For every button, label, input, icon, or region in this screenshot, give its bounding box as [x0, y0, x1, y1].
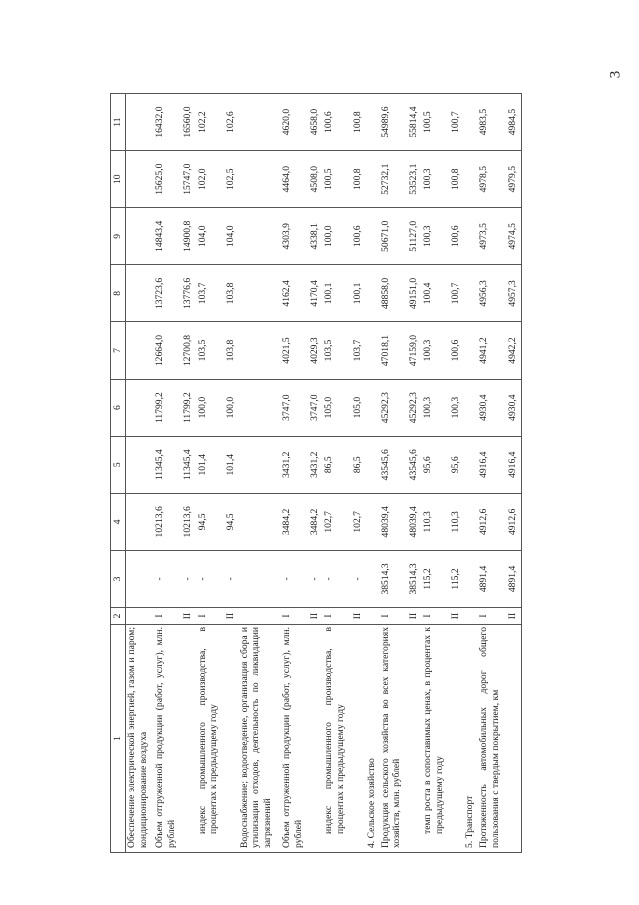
value-cell: -	[281, 550, 309, 607]
scenario-cell: I	[154, 608, 182, 625]
value-cell: 100,6	[352, 208, 366, 265]
value-cell: 100,3	[422, 208, 450, 265]
value-cell: 15625,0	[154, 151, 182, 208]
value-cell: 52732,1	[380, 151, 408, 208]
value-cell	[366, 379, 380, 436]
value-cell	[126, 265, 155, 322]
value-cell: 100,0	[323, 208, 351, 265]
value-cell: 15747,0	[182, 151, 196, 208]
value-cell: 3431,2	[281, 436, 309, 493]
value-cell: 11799,2	[154, 379, 182, 436]
value-cell: 100,1	[352, 265, 366, 322]
value-cell: 38514,3	[380, 550, 408, 607]
value-cell	[126, 436, 155, 493]
value-cell: 100,6	[450, 322, 464, 379]
row-label: Протяженность автомобильных дорог общего пользования с твердым покрытием, км	[478, 625, 506, 853]
column-header-7: 7	[111, 322, 126, 379]
value-cell: 4891,4	[478, 550, 506, 607]
value-cell: -	[309, 550, 323, 607]
value-cell: 4930,4	[478, 379, 506, 436]
value-cell: 13776,6	[182, 265, 196, 322]
table-row	[197, 94, 225, 853]
value-cell: 14900,8	[182, 208, 196, 265]
row-label: Водоснабжение; водоотведение, организация сбора и утилизации отходов, деятельность по ликвидации загрязнений	[239, 625, 281, 853]
value-cell: 100,3	[422, 379, 450, 436]
statistics-table	[110, 93, 522, 853]
column-header-2: 2	[111, 608, 126, 625]
value-cell: 54989,6	[380, 94, 408, 151]
scenario-cell: I	[478, 608, 506, 625]
table-row	[309, 94, 323, 853]
value-cell: 3747,0	[281, 379, 309, 436]
value-cell: 103,8	[225, 322, 239, 379]
value-cell: 115,2	[422, 550, 450, 607]
row-label	[352, 625, 366, 853]
table-row	[478, 94, 506, 853]
value-cell: 4464,0	[281, 151, 309, 208]
value-cell: 48039,4	[408, 493, 422, 550]
value-cell	[126, 208, 155, 265]
column-header-8: 8	[111, 265, 126, 322]
value-cell: 51127,0	[408, 208, 422, 265]
value-cell: 103,5	[197, 322, 225, 379]
row-label	[225, 625, 239, 853]
table-row	[182, 94, 196, 853]
value-cell: 4974,5	[507, 208, 522, 265]
value-cell: 86,5	[352, 436, 366, 493]
value-cell: 4658,0	[309, 94, 323, 151]
value-cell: -	[323, 550, 351, 607]
scenario-cell: II	[450, 608, 464, 625]
value-cell	[464, 94, 478, 151]
value-cell: 4029,3	[309, 322, 323, 379]
scenario-cell: I	[422, 608, 450, 625]
table-row	[380, 94, 408, 853]
value-cell: 102,7	[352, 493, 366, 550]
table-row	[422, 94, 450, 853]
value-cell: 4912,6	[478, 493, 506, 550]
value-cell: 11799,2	[182, 379, 196, 436]
value-cell	[239, 436, 281, 493]
value-cell	[464, 208, 478, 265]
table-container	[110, 93, 522, 853]
table-row	[450, 94, 464, 853]
value-cell	[366, 265, 380, 322]
value-cell: 11345,4	[182, 436, 196, 493]
row-label: 5. Транспорт	[464, 625, 478, 853]
scenario-cell: I	[323, 608, 351, 625]
value-cell: 4941,2	[478, 322, 506, 379]
value-cell: 110,3	[450, 493, 464, 550]
value-cell	[366, 493, 380, 550]
column-header-10: 10	[111, 151, 126, 208]
value-cell: 43545,6	[408, 436, 422, 493]
value-cell: 100,8	[352, 151, 366, 208]
value-cell: 4984,5	[507, 94, 522, 151]
value-cell	[239, 322, 281, 379]
scenario-cell	[464, 608, 478, 625]
value-cell: 12664,0	[154, 322, 182, 379]
value-cell: 4983,5	[478, 94, 506, 151]
row-label	[450, 625, 464, 853]
value-cell: 110,3	[422, 493, 450, 550]
value-cell: 16432,0	[154, 94, 182, 151]
header-row	[111, 94, 126, 853]
value-cell: 45292,3	[380, 379, 408, 436]
scenario-cell	[126, 608, 155, 625]
value-cell: 3484,2	[281, 493, 309, 550]
value-cell: -	[154, 550, 182, 607]
value-cell: 103,7	[352, 322, 366, 379]
value-cell: 50671,0	[380, 208, 408, 265]
value-cell: 94,5	[225, 493, 239, 550]
value-cell	[239, 94, 281, 151]
value-cell: 48039,4	[380, 493, 408, 550]
value-cell: 12700,8	[182, 322, 196, 379]
value-cell	[126, 493, 155, 550]
value-cell	[366, 151, 380, 208]
column-header-3: 3	[111, 550, 126, 607]
value-cell: 48858,0	[380, 265, 408, 322]
value-cell	[126, 322, 155, 379]
row-label: Обеспечение электрической энергией, газом и паром; кондиционирование воздуха	[126, 625, 155, 853]
value-cell	[366, 436, 380, 493]
value-cell: 104,0	[197, 208, 225, 265]
value-cell: 100,7	[450, 94, 464, 151]
column-header-1: 1	[111, 625, 126, 853]
value-cell: 4956,3	[478, 265, 506, 322]
value-cell: 47018,1	[380, 322, 408, 379]
page-number: 3	[607, 70, 624, 79]
value-cell: 4620,0	[281, 94, 309, 151]
table-row	[507, 94, 522, 853]
row-label	[408, 625, 422, 853]
value-cell: 94,5	[197, 493, 225, 550]
value-cell: 4891,4	[507, 550, 522, 607]
table-header	[111, 94, 126, 853]
table-row	[366, 94, 380, 853]
value-cell	[239, 493, 281, 550]
value-cell: 4021,5	[281, 322, 309, 379]
scenario-cell: II	[408, 608, 422, 625]
value-cell: 105,0	[323, 379, 351, 436]
value-cell	[239, 208, 281, 265]
table-row	[408, 94, 422, 853]
value-cell: 3431,2	[309, 436, 323, 493]
value-cell: 102,5	[225, 151, 239, 208]
value-cell: 115,2	[450, 550, 464, 607]
row-label	[507, 625, 522, 853]
scenario-cell: I	[281, 608, 309, 625]
value-cell	[126, 550, 155, 607]
scenario-cell: I	[380, 608, 408, 625]
value-cell	[464, 151, 478, 208]
value-cell: 100,0	[197, 379, 225, 436]
scenario-cell: II	[352, 608, 366, 625]
scenario-cell	[366, 608, 380, 625]
table-row	[464, 94, 478, 853]
value-cell: 14843,4	[154, 208, 182, 265]
value-cell: 95,6	[450, 436, 464, 493]
value-cell: 86,5	[323, 436, 351, 493]
value-cell	[239, 265, 281, 322]
value-cell	[464, 322, 478, 379]
value-cell: 4162,4	[281, 265, 309, 322]
value-cell: 11345,4	[154, 436, 182, 493]
row-label: Продукция сельского хозяйства во всех категориях хозяйств, млн. рублей	[380, 625, 408, 853]
value-cell	[366, 94, 380, 151]
row-label	[309, 625, 323, 853]
value-cell	[464, 379, 478, 436]
table-row	[154, 94, 182, 853]
value-cell	[464, 493, 478, 550]
value-cell: 16560,0	[182, 94, 196, 151]
value-cell	[366, 550, 380, 607]
value-cell: 4942,2	[507, 322, 522, 379]
value-cell: 4303,9	[281, 208, 309, 265]
value-cell: 4170,4	[309, 265, 323, 322]
value-cell: 4338,1	[309, 208, 323, 265]
value-cell: 100,8	[450, 151, 464, 208]
value-cell: 4916,4	[478, 436, 506, 493]
value-cell: 100,5	[422, 94, 450, 151]
value-cell: 103,5	[323, 322, 351, 379]
value-cell: 102,2	[197, 94, 225, 151]
value-cell: -	[225, 550, 239, 607]
value-cell: 3747,0	[309, 379, 323, 436]
value-cell: 104,0	[225, 208, 239, 265]
value-cell	[126, 379, 155, 436]
value-cell: 100,3	[450, 379, 464, 436]
value-cell: 101,4	[225, 436, 239, 493]
value-cell: 100,0	[225, 379, 239, 436]
row-label: темп роста в сопоставимых ценах, в процентах к предыдущему году	[422, 625, 450, 853]
value-cell: 100,6	[450, 208, 464, 265]
value-cell: 4973,5	[478, 208, 506, 265]
value-cell: 53523,1	[408, 151, 422, 208]
value-cell: 95,6	[422, 436, 450, 493]
column-header-9: 9	[111, 208, 126, 265]
value-cell: 102,7	[323, 493, 351, 550]
value-cell: 100,5	[323, 151, 351, 208]
value-cell: 100,6	[323, 94, 351, 151]
value-cell: -	[182, 550, 196, 607]
value-cell: 103,7	[197, 265, 225, 322]
value-cell: 4916,4	[507, 436, 522, 493]
value-cell	[464, 265, 478, 322]
value-cell: 43545,6	[380, 436, 408, 493]
column-header-5: 5	[111, 436, 126, 493]
value-cell	[366, 322, 380, 379]
table-row	[239, 94, 281, 853]
value-cell	[126, 94, 155, 151]
value-cell: 13723,6	[154, 265, 182, 322]
value-cell: 4912,6	[507, 493, 522, 550]
value-cell: 100,1	[323, 265, 351, 322]
value-cell: 10213,6	[182, 493, 196, 550]
value-cell: 102,0	[197, 151, 225, 208]
value-cell	[464, 550, 478, 607]
value-cell: 45292,3	[408, 379, 422, 436]
column-header-11: 11	[111, 94, 126, 151]
table-body	[126, 94, 522, 853]
value-cell: 49151,0	[408, 265, 422, 322]
value-cell	[366, 208, 380, 265]
value-cell: 100,3	[422, 151, 450, 208]
value-cell	[464, 436, 478, 493]
scenario-cell: II	[182, 608, 196, 625]
row-label: Объем отгруженной продукции (работ, услуг), млн. рублей	[154, 625, 182, 853]
row-label	[182, 625, 196, 853]
value-cell: 105,0	[352, 379, 366, 436]
value-cell: 101,4	[197, 436, 225, 493]
value-cell: 55814,4	[408, 94, 422, 151]
value-cell	[239, 550, 281, 607]
row-label: Объем отгруженной продукции (работ, услуг), млн. рублей	[281, 625, 309, 853]
table-row	[323, 94, 351, 853]
value-cell: 4957,3	[507, 265, 522, 322]
value-cell: 103,8	[225, 265, 239, 322]
value-cell	[126, 151, 155, 208]
value-cell	[239, 151, 281, 208]
row-label: индекс промышленного производства, в процентах к предыдущему году	[323, 625, 351, 853]
scenario-cell	[239, 608, 281, 625]
table-row	[352, 94, 366, 853]
value-cell: 4508,0	[309, 151, 323, 208]
value-cell: -	[352, 550, 366, 607]
value-cell: 4930,4	[507, 379, 522, 436]
value-cell: 100,7	[450, 265, 464, 322]
value-cell: 102,6	[225, 94, 239, 151]
table-row	[126, 94, 155, 853]
value-cell: 10213,6	[154, 493, 182, 550]
table-row	[225, 94, 239, 853]
value-cell: 100,3	[422, 322, 450, 379]
value-cell: 3484,2	[309, 493, 323, 550]
scenario-cell: II	[225, 608, 239, 625]
scenario-cell: II	[309, 608, 323, 625]
value-cell: 4979,5	[507, 151, 522, 208]
row-label: индекс промышленного производства, в процентах к предыдущему году	[197, 625, 225, 853]
value-cell: -	[197, 550, 225, 607]
value-cell: 4978,5	[478, 151, 506, 208]
column-header-6: 6	[111, 379, 126, 436]
table-row	[281, 94, 309, 853]
value-cell: 47159,0	[408, 322, 422, 379]
value-cell: 100,8	[352, 94, 366, 151]
row-label: 4. Сельское хозяйство	[366, 625, 380, 853]
column-header-4: 4	[111, 493, 126, 550]
value-cell: 38514,3	[408, 550, 422, 607]
scenario-cell: I	[197, 608, 225, 625]
value-cell	[239, 379, 281, 436]
scenario-cell: II	[507, 608, 522, 625]
value-cell: 100,4	[422, 265, 450, 322]
